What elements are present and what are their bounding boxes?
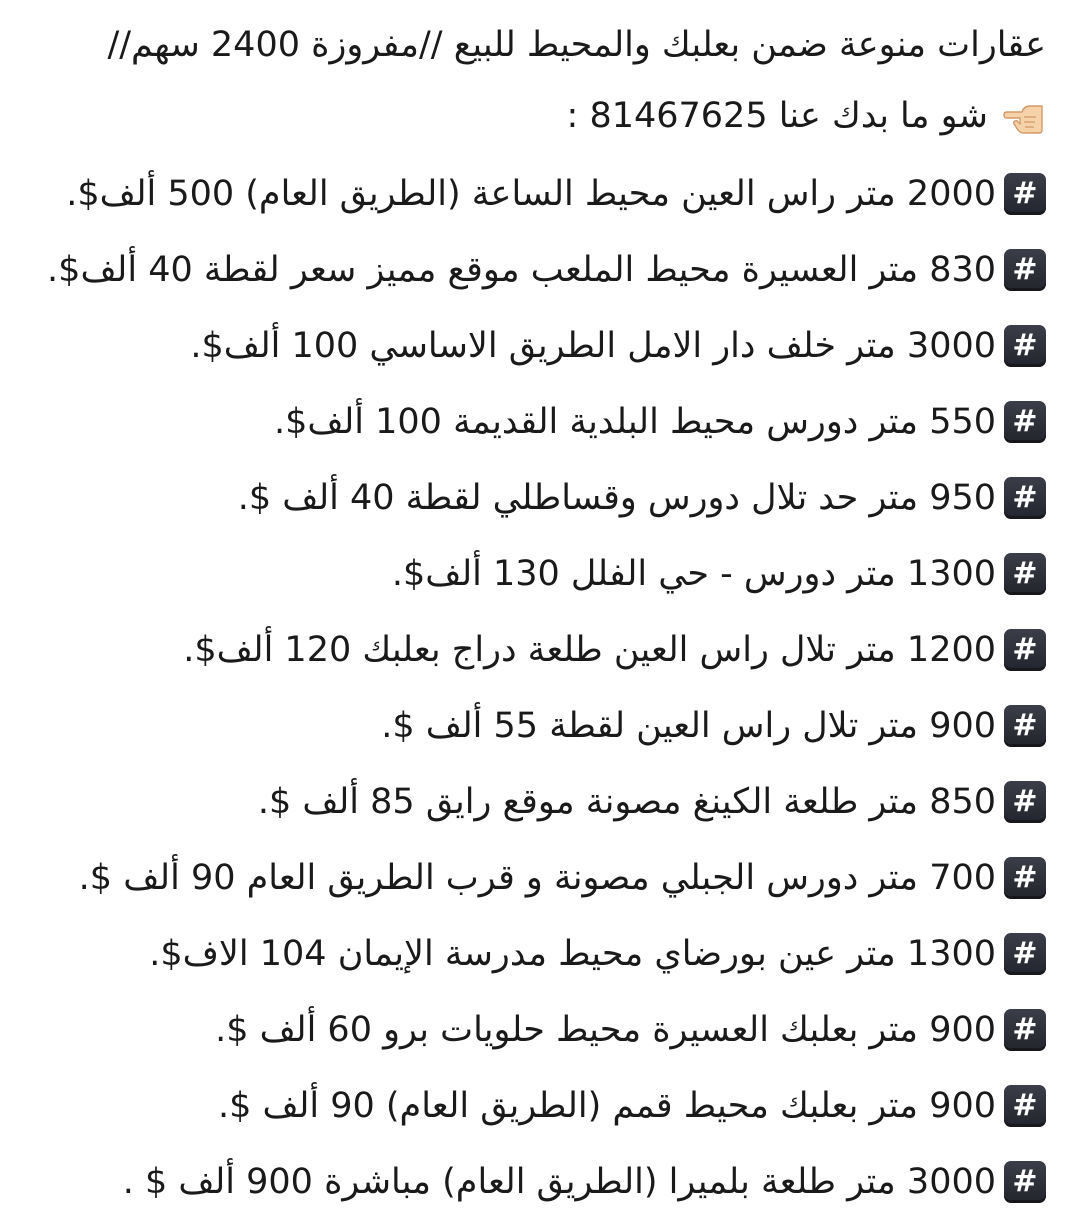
listing-item	[20, 840, 1046, 916]
hash-keycap-icon: #	[1004, 1161, 1046, 1203]
hash-keycap-icon: #	[1004, 933, 1046, 975]
listing-text: 900 متر بعلبك العسيرة محيط حلويات برو 60 ألف $.	[215, 1009, 996, 1050]
listing-item	[20, 1068, 1046, 1144]
listing-text: 830 متر العسيرة محيط الملعب موقع مميز سعر لقطة 40 ألف$.	[47, 249, 996, 290]
listing-text: 900 متر بعلبك محيط قمم (الطريق العام) 90 ألف $.	[217, 1085, 996, 1126]
listing-text: 1300 متر عين بورضاي محيط مدرسة الإيمان 104 الاف$.	[149, 933, 996, 974]
listing-item	[20, 992, 1046, 1068]
listing-item	[20, 308, 1046, 384]
hash-keycap-icon: #	[1004, 1085, 1046, 1127]
hash-keycap-icon: #	[1004, 401, 1046, 443]
listing-item	[20, 156, 1046, 232]
listing-text: 3000 متر طلعة بلميرا (الطريق العام) مباشرة 900 ألف $ .	[122, 1161, 996, 1202]
listing-item	[20, 384, 1046, 460]
contact-text: شو ما بدك عنا 81467625 :	[566, 95, 988, 136]
listing-item	[20, 460, 1046, 536]
post-title: عقارات منوعة ضمن بعلبك والمحيط للبيع //مفروزة 2400 سهم//	[107, 24, 1046, 65]
listing-item	[20, 916, 1046, 992]
hash-keycap-icon: #	[1004, 325, 1046, 367]
listing-item	[20, 536, 1046, 612]
listing-text: 1300 متر دورس - حي الفلل 130 ألف$.	[391, 553, 996, 594]
listing-text: 850 متر طلعة الكينغ مصونة موقع رايق 85 ألف $.	[257, 781, 996, 822]
hash-keycap-icon: #	[1004, 857, 1046, 899]
pointing-hand-icon	[1002, 96, 1046, 136]
listing-text: 550 متر دورس محيط البلدية القديمة 100 ألف$.	[274, 401, 996, 442]
listing-text: 950 متر حد تلال دورس وقساطلي لقطة 40 ألف $.	[237, 477, 996, 518]
listings	[20, 156, 1046, 1220]
listing-item	[20, 688, 1046, 764]
hash-keycap-icon: #	[1004, 1009, 1046, 1051]
listing-text: 900 متر تلال راس العين لقطة 55 ألف $.	[381, 705, 996, 746]
hash-keycap-icon: #	[1004, 553, 1046, 595]
hash-keycap-icon: #	[1004, 249, 1046, 291]
hash-keycap-icon: #	[1004, 781, 1046, 823]
listing-text: 1200 متر تلال راس العين طلعة دراج بعلبك 120 ألف$.	[183, 629, 996, 670]
hash-keycap-icon: #	[1004, 477, 1046, 519]
listing-item	[20, 232, 1046, 308]
hash-keycap-icon: #	[1004, 629, 1046, 671]
hash-keycap-icon: #	[1004, 173, 1046, 215]
listing-text: 3000 متر خلف دار الامل الطريق الاساسي 100 ألف$.	[190, 325, 996, 366]
listing-text: 2000 متر راس العين محيط الساعة (الطريق العام) 500 ألف$.	[66, 173, 996, 214]
listing-text: 700 متر دورس الجبلي مصونة و قرب الطريق العام 90 ألف $.	[78, 857, 996, 898]
listing-item	[20, 764, 1046, 840]
listing-item	[20, 1144, 1046, 1220]
post-title-line	[20, 14, 1046, 76]
contact-line	[20, 76, 1046, 156]
listing-item	[20, 612, 1046, 688]
hash-keycap-icon: #	[1004, 705, 1046, 747]
